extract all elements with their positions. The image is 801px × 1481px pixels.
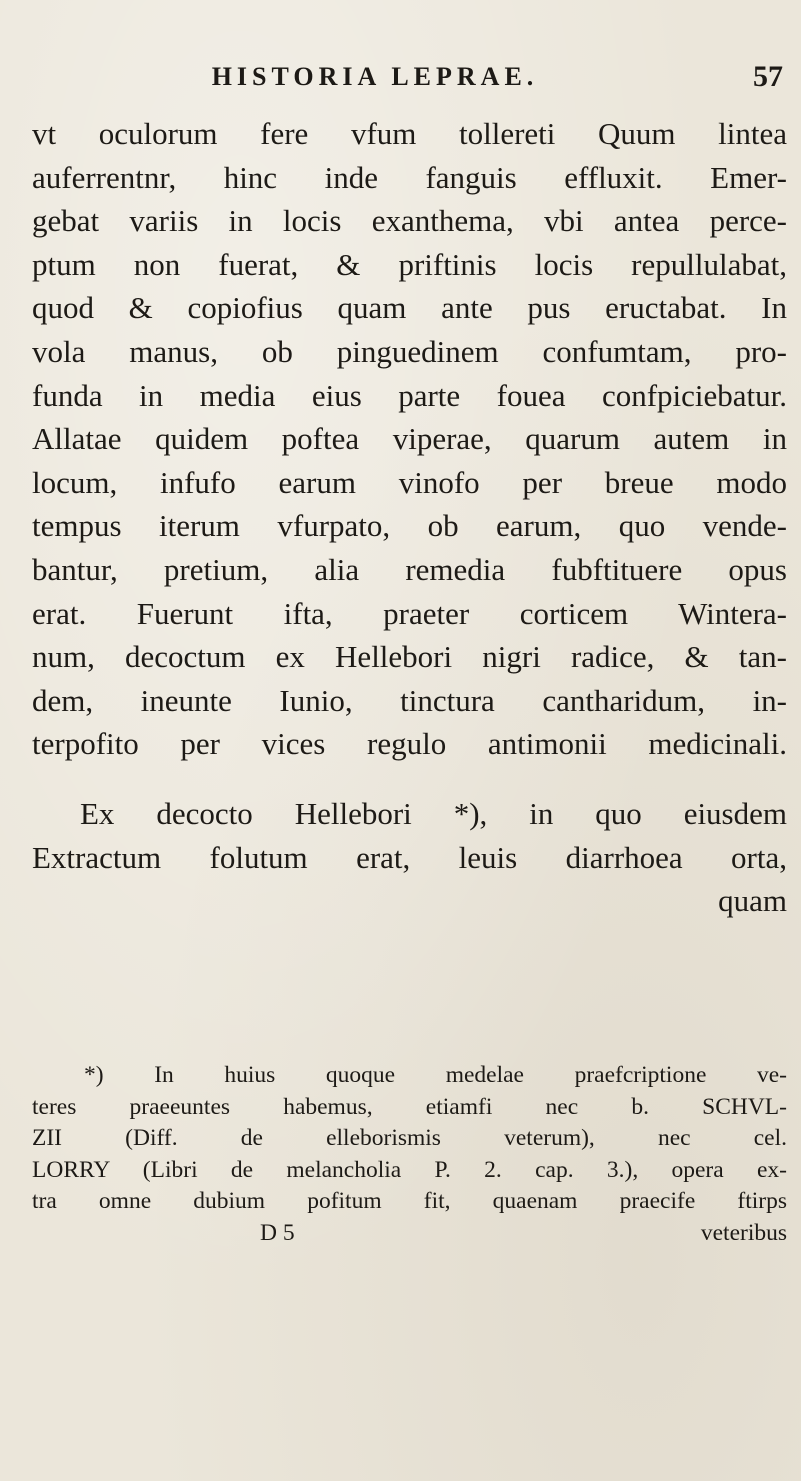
catchword: veteribus: [700, 1219, 787, 1246]
signature-mark: D 5: [260, 1219, 295, 1246]
main-text: [32, 112, 787, 923]
text-line: funda in media eius parte fouea confpiciebatur.: [32, 377, 787, 413]
page-number: 57: [753, 60, 783, 93]
text-line: gebat variis in locis exanthema, vbi antea perce-: [32, 203, 787, 239]
text-line: erat. Fuerunt ifta, praeter corticem Wintera-: [32, 595, 787, 631]
text-line: Ex decocto Hellebori *), in quo eiusdem: [80, 795, 787, 831]
text-line: vt oculorum fere vfum tollereti Quum lintea: [32, 116, 787, 151]
text-line: Allatae quidem poftea viperae, quarum autem in: [32, 421, 787, 457]
footnote: [32, 1060, 787, 1249]
signature-line: [32, 1218, 787, 1250]
footnote-line: LORRY (Libri de melancholia P. 2. cap. 3.), opera ex-: [32, 1156, 787, 1183]
footnote-line: ZII (Diff. de elleborismis veterum), nec cel.: [32, 1125, 787, 1151]
footnote-line: teres praeeuntes habemus, etiamfi nec b. SCHVL-: [32, 1093, 787, 1120]
running-title: HISTORIA LEPRAE.: [211, 62, 539, 91]
footnote-line: *) In huius quoque medelae praefcriptione ve-: [84, 1062, 787, 1088]
text-line: ptum non fuerat, & priftinis locis repullulabat,: [32, 246, 787, 282]
text-line: auferrentnr, hinc inde fanguis effluxit. Emer-: [32, 159, 787, 195]
text-line: dem, ineunte Iunio, tinctura cantharidum, in-: [32, 682, 787, 718]
text-line: num, decoctum ex Hellebori nigri radice, & tan-: [32, 639, 787, 675]
text-line: quam: [718, 883, 787, 919]
paragraph-gap: [32, 766, 787, 792]
text-line: tempus iterum vfurpato, ob earum, quo vende-: [32, 508, 787, 544]
footnote-line: tra omne dubium pofitum fit, quaenam praecife ftirps: [32, 1188, 787, 1214]
text-line: terpofito per vices regulo antimonii medicinali.: [32, 726, 787, 762]
text-line: vola manus, ob pinguedinem confumtam, pro-: [32, 333, 787, 369]
text-line: bantur, pretium, alia remedia fubftituere opus: [32, 551, 787, 587]
text-line: Extractum folutum erat, leuis diarrhoea orta,: [32, 839, 787, 875]
text-line: locum, infufo earum vinofo per breue modo: [32, 464, 787, 500]
text-line: quod & copiofius quam ante pus eructabat. In: [32, 290, 787, 326]
